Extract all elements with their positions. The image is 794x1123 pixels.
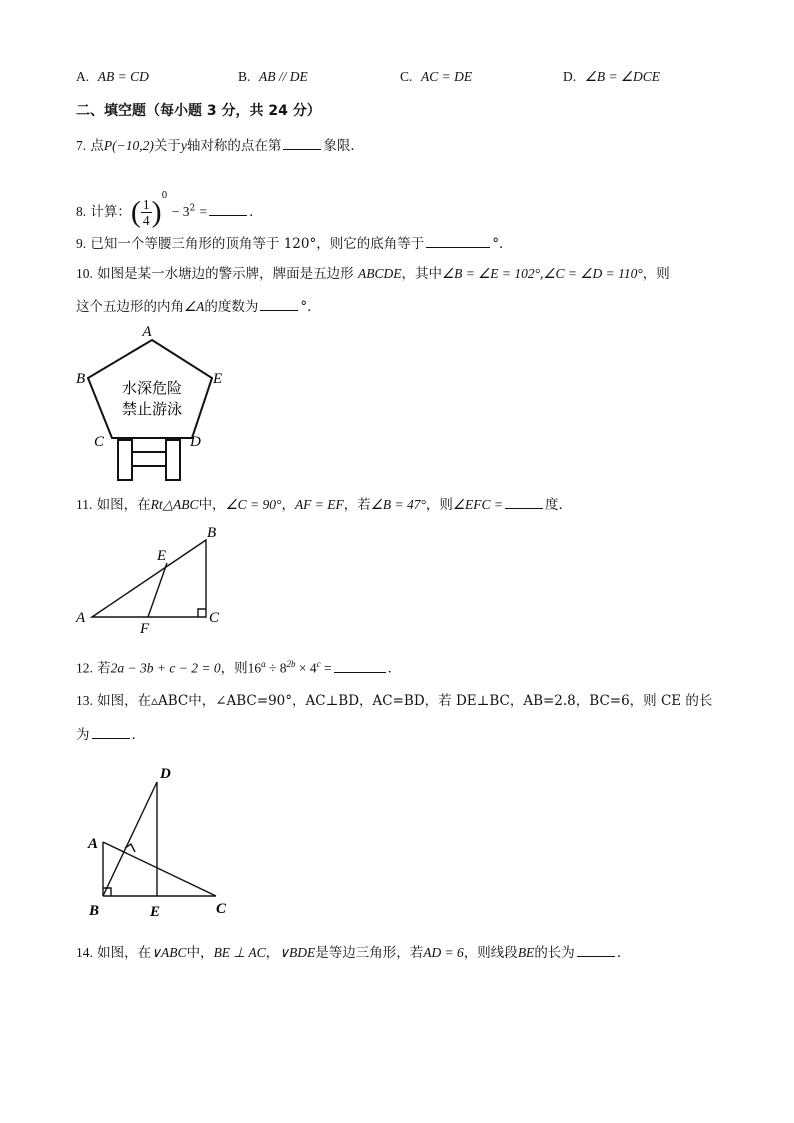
point-e-label: E [150,904,161,920]
question-12: 12. 若2a − 3b + c − 2 = 0，则$16^a \div 8^{2b} \times 4^c$ = ． [76,659,402,677]
point-e-label: E [157,548,167,564]
point-b-label: B [207,525,217,541]
point-b-label: B [89,903,100,919]
point-c-label: C [209,610,220,626]
vertex-b-label: B [76,371,86,387]
question-13-line2: 为 ． [76,724,145,744]
option-c: C. AC = DE [400,69,473,84]
point-c-label: C [216,901,227,917]
point-d-label: D [160,766,171,782]
question-7: 7. 点P(−10,2)关于y轴对称的点在第 象限． [76,135,364,155]
vertex-a-label: A [142,324,152,340]
vertex-c-label: C [94,434,105,450]
sign-text-line1: 水深危险 [121,379,183,397]
option-a: A. AB = CD [76,69,149,84]
point-a-label: A [88,836,99,852]
point-a-label: A [76,610,86,626]
question-8: 8. 计算：( $\frac{1}{4}$ )$^0 - 3^2$ = ． [76,191,263,229]
question-10-line1: 10. 如图是某一水塘边的警示牌，牌面是五边形 ABCDE，其中∠B = ∠E = 102°,∠C = ∠D = 110°，则 [76,266,670,282]
option-d: D. ∠B = ∠DCE [563,69,661,84]
vertex-d-label: D [190,434,201,450]
vertex-e-label: E [213,371,223,387]
question-9: 9. 已知一个等腰三角形的顶角等于 120°，则它的底角等于 °． [76,233,512,253]
answer-blank[interactable] [577,942,615,957]
option-b: B. AB // DE [238,69,308,84]
question-13-line1: 13. 如图，在▵ABC中，∠ABC=90°，AC⊥BD，AC=BD，若 DE⊥BC，AB=2.8，BC=6，则 CE 的长 [76,693,713,709]
section-title: 二、填空题（每小题 3 分，共 24 分） [76,103,321,119]
question-10-line2: 这个五边形的内角∠A的度数为 °． [76,296,321,316]
question-14: 14. 如图，在∨ABC中，BE ⊥ AC，∨BDE是等边三角形，若AD = 6，则线段BE的长为 ． [76,942,630,962]
question-11: 11. 如图，在Rt△ABC中，∠C = 90°，AF = EF，若∠B = 47°，则∠EFC = 度． [76,494,572,514]
point-f-label: F [140,621,150,637]
sign-text-line2: 禁止游泳 [121,400,183,418]
